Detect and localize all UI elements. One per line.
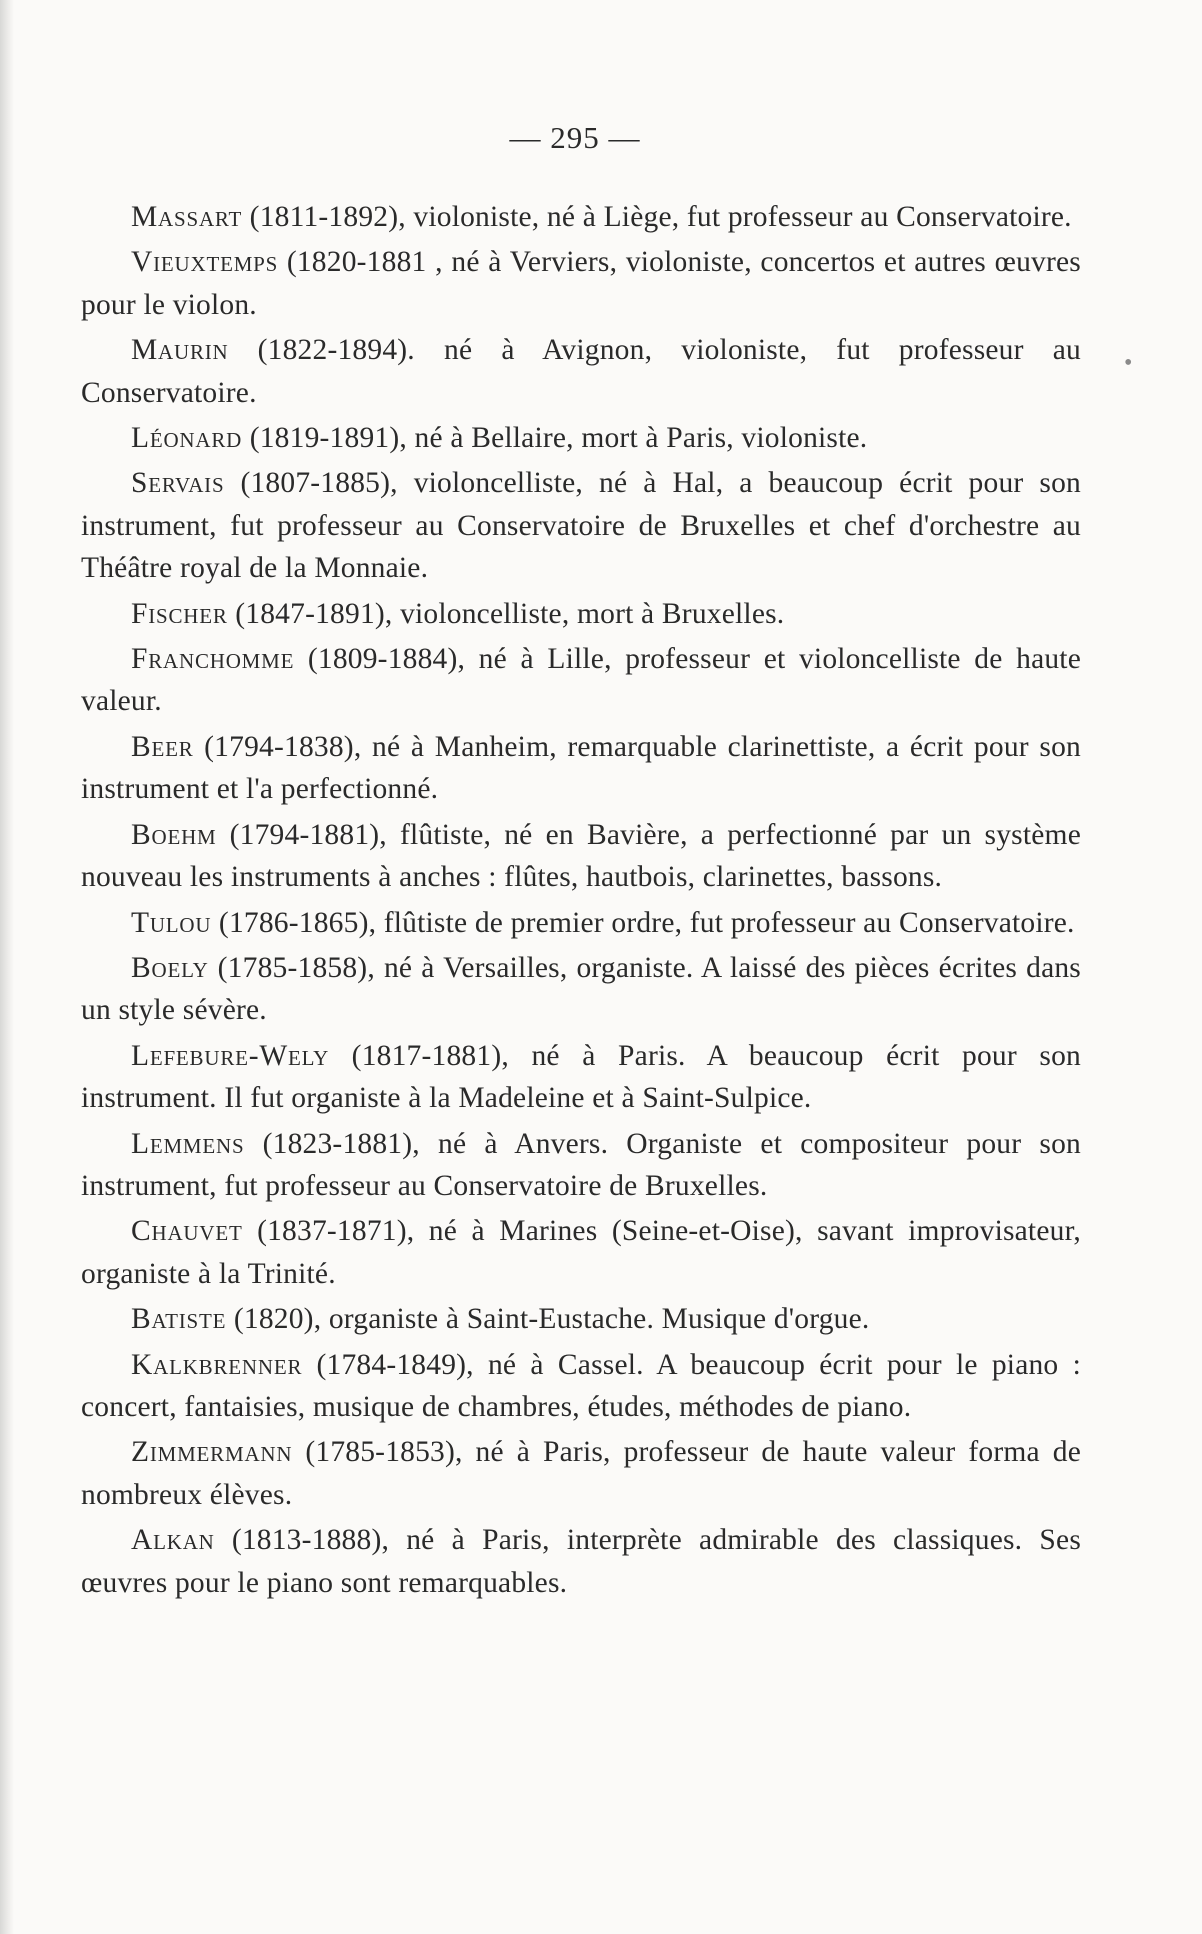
- entry-maurin: [81, 329, 1081, 414]
- entry-list: [81, 196, 1081, 1607]
- entry-chauvet: [81, 1210, 1081, 1295]
- entry-text: (1785-1853), né à Paris, professeur de haute valeur forma de nombreux élèves.: [81, 1436, 1081, 1511]
- entry-tulou: [81, 902, 1081, 944]
- entry-text: (1820), organiste à Saint-Eustache. Musique d'orgue.: [226, 1303, 870, 1336]
- entry-alkan: [81, 1519, 1081, 1604]
- entry-leonard: [81, 417, 1081, 459]
- entry-boely: [81, 947, 1081, 1032]
- entry-text: (1807-1885), violoncelliste, né à Hal, a beaucoup écrit pour son instrument, fut professeur au Conservatoire de Bruxelles et chef d'orchestre au Théâtre royal de la Monnaie.: [81, 467, 1081, 585]
- entry-name: Lemmens: [131, 1127, 245, 1160]
- entry-text: (1813-1888), né à Paris, interprète admirable des classiques. Ses œuvres pour le piano sont remarquables.: [81, 1524, 1081, 1599]
- entry-text: (1822-1894). né à Avignon, violoniste, fut professeur au Conservatoire.: [81, 334, 1081, 409]
- entry-name: Batiste: [131, 1303, 227, 1336]
- entry-name: Chauvet: [131, 1215, 243, 1248]
- entry-name: Servais: [131, 467, 225, 500]
- entry-zimmermann: [81, 1431, 1081, 1516]
- entry-text: (1817-1881), né à Paris. A beaucoup écrit pour son instrument. Il fut organiste à la Madeleine et à Saint-Sulpice.: [81, 1039, 1081, 1115]
- entry-name: Lefebure-Wely: [131, 1039, 330, 1072]
- page-binding-edge: [0, 0, 14, 1934]
- entry-name: Boehm: [131, 818, 217, 851]
- entry-text: (1847-1891), violoncelliste, mort à Bruxelles.: [227, 597, 785, 630]
- entry-kalkbrenner: [81, 1344, 1081, 1429]
- entry-text: (1785-1858), né à Versailles, organiste. A laissé des pièces écrites dans un style sévère.: [81, 951, 1081, 1027]
- entry-text: (1809-1884), né à Lille, professeur et violoncelliste de haute valeur.: [81, 643, 1081, 718]
- entry-text: (1784-1849), né à Cassel. A beaucoup écrit pour le piano : concert, fantaisies, musique de chambres, études, méthodes de piano.: [81, 1348, 1081, 1423]
- entry-text: (1794-1838), né à Manheim, remarquable clarinettiste, a écrit pour son instrument et l'a perfectionné.: [81, 730, 1081, 806]
- entry-text: (1820-1881 , né à Verviers, violoniste, concertos et autres œuvres pour le violon.: [81, 246, 1081, 321]
- entry-fischer: [81, 593, 1081, 635]
- entry-servais: [81, 462, 1081, 589]
- entry-name: Tulou: [131, 906, 212, 939]
- entry-name: Zimmermann: [131, 1436, 293, 1469]
- entry-name: Alkan: [131, 1524, 215, 1557]
- entry-name: Franchomme: [131, 643, 295, 676]
- entry-text: (1837-1871), né à Marines (Seine-et-Oise), savant improvisateur, organiste à la Trinité.: [81, 1215, 1081, 1290]
- entry-vieuxtemps: [81, 241, 1081, 326]
- entry-lefebure-wely: [81, 1035, 1081, 1120]
- entry-batiste: [81, 1298, 1081, 1340]
- entry-massart: [81, 196, 1081, 238]
- page-number: — 295 —: [509, 120, 641, 155]
- entry-name: Massart: [131, 201, 243, 233]
- entry-text: (1823-1881), né à Anvers. Organiste et compositeur pour son instrument, fut professeur au Conservatoire de Bruxelles.: [81, 1127, 1081, 1202]
- entry-text: (1786-1865), flûtiste de premier ordre, fut professeur au Conservatoire.: [211, 906, 1075, 939]
- stray-ink-mark: •: [1124, 350, 1133, 376]
- entry-name: Boely: [131, 951, 209, 984]
- entry-text: (1819-1891), né à Bellaire, mort à Paris, violoniste.: [242, 422, 868, 455]
- entry-franchomme: [81, 638, 1081, 723]
- entry-name: Kalkbrenner: [131, 1348, 303, 1381]
- entry-name: Fischer: [131, 597, 228, 630]
- entry-name: Beer: [131, 730, 194, 763]
- entry-name: Léonard: [131, 422, 243, 455]
- entry-text: (1811-1892), violoniste, né à Liège, fut professeur au Conservatoire.: [242, 201, 1072, 233]
- entry-name: Maurin: [131, 334, 229, 367]
- entry-beer: [81, 726, 1081, 811]
- entry-name: Vieuxtemps: [131, 246, 279, 279]
- entry-text: (1794-1881), flûtiste, né en Bavière, a perfectionné par un système nouveau les instruments à anches : flûtes, hautbois, clarinettes, bassons.: [81, 818, 1081, 894]
- entry-boehm: [81, 814, 1081, 899]
- entry-lemmens: [81, 1123, 1081, 1208]
